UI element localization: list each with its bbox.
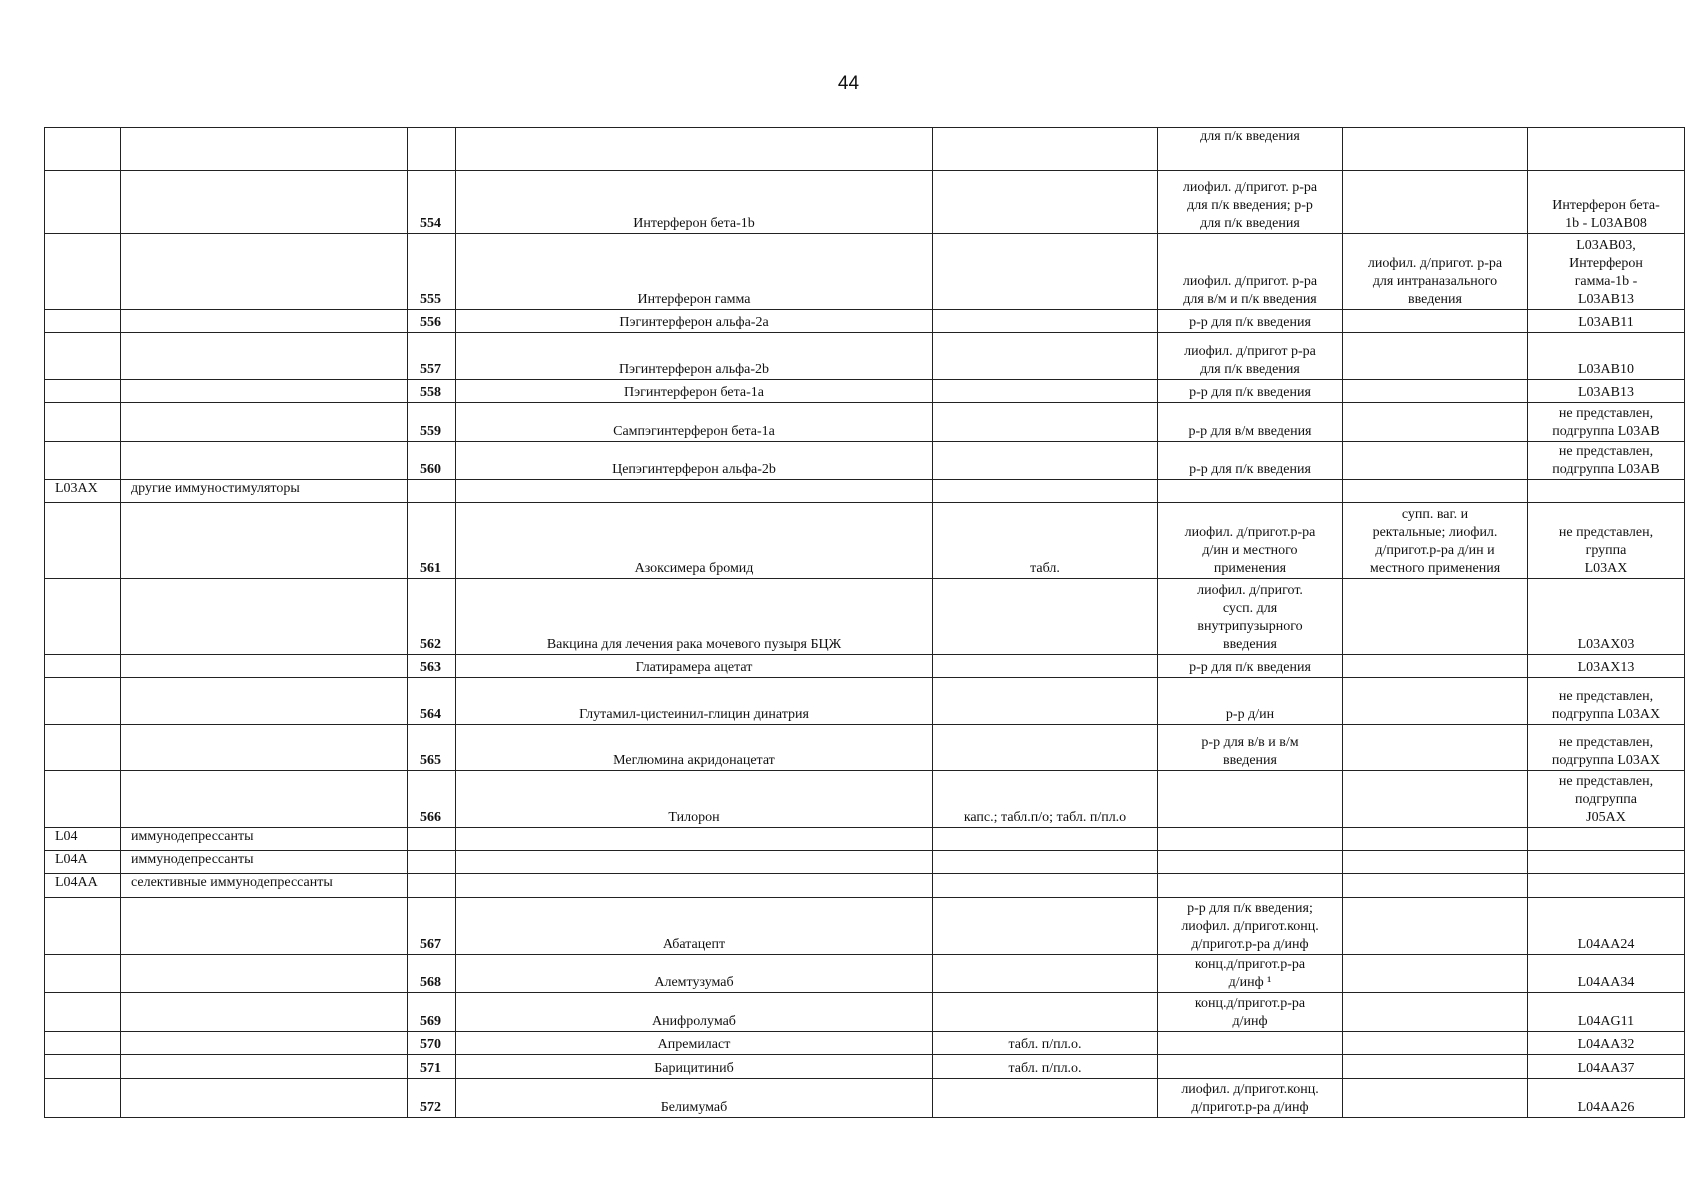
atc-group-code xyxy=(45,442,121,480)
other-forms xyxy=(1343,898,1528,955)
group-name xyxy=(121,503,408,579)
atc-code: L03AB10 xyxy=(1528,333,1685,380)
oral-forms xyxy=(933,234,1158,310)
atc-group-code xyxy=(45,898,121,955)
row-number: 563 xyxy=(408,655,456,678)
injection-forms xyxy=(1158,851,1343,874)
table-row xyxy=(45,333,1685,380)
other-forms xyxy=(1343,480,1528,503)
injection-forms xyxy=(1158,771,1343,828)
row-number: 567 xyxy=(408,898,456,955)
oral-forms xyxy=(933,874,1158,898)
table-row xyxy=(45,771,1685,828)
row-number: 562 xyxy=(408,579,456,655)
group-name xyxy=(121,1032,408,1055)
group-name xyxy=(121,442,408,480)
row-number: 555 xyxy=(408,234,456,310)
other-forms xyxy=(1343,1079,1528,1118)
atc-group-code xyxy=(45,1079,121,1118)
injection-forms xyxy=(1158,1032,1343,1055)
atc-group-code xyxy=(45,771,121,828)
row-number xyxy=(408,828,456,851)
injection-forms xyxy=(1158,828,1343,851)
other-forms xyxy=(1343,955,1528,993)
oral-forms: табл. xyxy=(933,503,1158,579)
atc-code xyxy=(1528,480,1685,503)
oral-forms xyxy=(933,333,1158,380)
group-name xyxy=(121,898,408,955)
table-row xyxy=(45,403,1685,442)
other-forms xyxy=(1343,380,1528,403)
group-name xyxy=(121,310,408,333)
atc-group-code xyxy=(45,234,121,310)
oral-forms xyxy=(933,655,1158,678)
oral-forms xyxy=(933,480,1158,503)
drug-name: Белимумаб xyxy=(456,1079,933,1118)
other-forms xyxy=(1343,1055,1528,1079)
drug-name xyxy=(456,828,933,851)
row-number: 571 xyxy=(408,1055,456,1079)
row-number: 569 xyxy=(408,993,456,1032)
drug-name: Барицитиниб xyxy=(456,1055,933,1079)
row-number: 564 xyxy=(408,678,456,725)
table-row xyxy=(45,128,1685,171)
other-forms xyxy=(1343,128,1528,171)
other-forms xyxy=(1343,874,1528,898)
table-row xyxy=(45,1055,1685,1079)
group-name xyxy=(121,171,408,234)
oral-forms: капс.; табл.п/о; табл. п/пл.о xyxy=(933,771,1158,828)
page-number: 44 xyxy=(837,73,860,94)
atc-group-code xyxy=(45,171,121,234)
atc-group-code: L04 xyxy=(45,828,121,851)
injection-forms: конц.д/пригот.р-ра д/инф ¹ xyxy=(1158,955,1343,993)
atc-code: L04AA34 xyxy=(1528,955,1685,993)
atc-code: L04AA37 xyxy=(1528,1055,1685,1079)
drug-name xyxy=(456,128,933,171)
drug-name: Тилорон xyxy=(456,771,933,828)
group-name xyxy=(121,678,408,725)
injection-forms: для п/к введения xyxy=(1158,128,1343,171)
drug-name: Азоксимера бромид xyxy=(456,503,933,579)
atc-group-code xyxy=(45,503,121,579)
other-forms xyxy=(1343,828,1528,851)
other-forms: лиофил. д/пригот. р-ра для интраназального введения xyxy=(1343,234,1528,310)
injection-forms: р-р для в/м введения xyxy=(1158,403,1343,442)
drug-name: Цепэгинтерферон альфа-2b xyxy=(456,442,933,480)
drug-name: Абатацепт xyxy=(456,898,933,955)
atc-code: не представлен, подгруппа L03AB xyxy=(1528,442,1685,480)
group-name xyxy=(121,380,408,403)
row-number: 565 xyxy=(408,725,456,771)
drug-name: Пэгинтерферон альфа-2a xyxy=(456,310,933,333)
other-forms xyxy=(1343,579,1528,655)
drug-name: Интерферон гамма xyxy=(456,234,933,310)
row-number: 558 xyxy=(408,380,456,403)
table-row xyxy=(45,828,1685,851)
oral-forms: табл. п/пл.о. xyxy=(933,1055,1158,1079)
oral-forms xyxy=(933,1079,1158,1118)
oral-forms xyxy=(933,128,1158,171)
row-number: 560 xyxy=(408,442,456,480)
table-row xyxy=(45,993,1685,1032)
drug-name: Вакцина для лечения рака мочевого пузыря БЦЖ xyxy=(456,579,933,655)
table-row xyxy=(45,725,1685,771)
oral-forms xyxy=(933,310,1158,333)
row-number: 557 xyxy=(408,333,456,380)
drug-name: Глатирамера ацетат xyxy=(456,655,933,678)
oral-forms xyxy=(933,579,1158,655)
atc-group-code xyxy=(45,955,121,993)
group-name xyxy=(121,333,408,380)
atc-code: L04AA24 xyxy=(1528,898,1685,955)
atc-group-code xyxy=(45,403,121,442)
table-row xyxy=(45,579,1685,655)
oral-forms xyxy=(933,725,1158,771)
atc-group-code xyxy=(45,1032,121,1055)
injection-forms xyxy=(1158,874,1343,898)
injection-forms xyxy=(1158,1055,1343,1079)
table-row xyxy=(45,171,1685,234)
other-forms xyxy=(1343,678,1528,725)
injection-forms: конц.д/пригот.р-ра д/инф xyxy=(1158,993,1343,1032)
table-row xyxy=(45,851,1685,874)
atc-code: не представлен, подгруппа L03AX xyxy=(1528,678,1685,725)
table-row xyxy=(45,1032,1685,1055)
drug-name: Алемтузумаб xyxy=(456,955,933,993)
drug-name: Пэгинтерферон бета-1a xyxy=(456,380,933,403)
group-name: иммунодепрессанты xyxy=(121,851,408,874)
oral-forms xyxy=(933,828,1158,851)
other-forms xyxy=(1343,655,1528,678)
drug-table xyxy=(44,127,1685,1118)
atc-group-code xyxy=(45,993,121,1032)
atc-group-code xyxy=(45,333,121,380)
oral-forms xyxy=(933,993,1158,1032)
drug-name: Анифролумаб xyxy=(456,993,933,1032)
group-name xyxy=(121,993,408,1032)
drug-name xyxy=(456,874,933,898)
atc-code: не представлен, подгруппа L03AB xyxy=(1528,403,1685,442)
other-forms: супп. ваг. и ректальные; лиофил. д/пригот.р-ра д/ин и местного применения xyxy=(1343,503,1528,579)
injection-forms: р-р для п/к введения; лиофил. д/пригот.конц. д/пригот.р-ра д/инф xyxy=(1158,898,1343,955)
drug-name: Меглюмина акридонацетат xyxy=(456,725,933,771)
atc-code xyxy=(1528,128,1685,171)
group-name xyxy=(121,725,408,771)
group-name xyxy=(121,579,408,655)
injection-forms: р-р для п/к введения xyxy=(1158,442,1343,480)
atc-code: L03AB13 xyxy=(1528,380,1685,403)
row-number xyxy=(408,128,456,171)
oral-forms: табл. п/пл.о. xyxy=(933,1032,1158,1055)
other-forms xyxy=(1343,993,1528,1032)
table-row xyxy=(45,678,1685,725)
group-name: иммунодепрессанты xyxy=(121,828,408,851)
atc-group-code xyxy=(45,725,121,771)
atc-code: L03AX13 xyxy=(1528,655,1685,678)
atc-code xyxy=(1528,851,1685,874)
group-name: другие иммуностимуляторы xyxy=(121,480,408,503)
drug-name: Апремиласт xyxy=(456,1032,933,1055)
atc-group-code xyxy=(45,380,121,403)
injection-forms: лиофил. д/пригот р-ра для п/к введения xyxy=(1158,333,1343,380)
row-number xyxy=(408,874,456,898)
group-name xyxy=(121,234,408,310)
row-number: 559 xyxy=(408,403,456,442)
atc-code: Интерферон бета- 1b - L03AB08 xyxy=(1528,171,1685,234)
atc-group-code xyxy=(45,655,121,678)
atc-code: не представлен, группа L03AX xyxy=(1528,503,1685,579)
table-row xyxy=(45,442,1685,480)
injection-forms: лиофил. д/пригот. сусп. для внутрипузырного введения xyxy=(1158,579,1343,655)
oral-forms xyxy=(933,403,1158,442)
atc-group-code xyxy=(45,579,121,655)
other-forms xyxy=(1343,851,1528,874)
other-forms xyxy=(1343,333,1528,380)
injection-forms: лиофил. д/пригот.конц. д/пригот.р-ра д/инф xyxy=(1158,1079,1343,1118)
table-row xyxy=(45,480,1685,503)
group-name: селективные иммунодепрессанты xyxy=(121,874,408,898)
drug-name xyxy=(456,851,933,874)
row-number xyxy=(408,480,456,503)
injection-forms: р-р для п/к введения xyxy=(1158,310,1343,333)
oral-forms xyxy=(933,171,1158,234)
other-forms xyxy=(1343,171,1528,234)
row-number: 572 xyxy=(408,1079,456,1118)
oral-forms xyxy=(933,380,1158,403)
oral-forms xyxy=(933,851,1158,874)
oral-forms xyxy=(933,898,1158,955)
atc-group-code: L03AX xyxy=(45,480,121,503)
row-number: 570 xyxy=(408,1032,456,1055)
drug-name xyxy=(456,480,933,503)
row-number: 568 xyxy=(408,955,456,993)
drug-name: Сампэгинтерферон бета-1a xyxy=(456,403,933,442)
atc-group-code xyxy=(45,310,121,333)
table-row xyxy=(45,898,1685,955)
atc-code: L04AA26 xyxy=(1528,1079,1685,1118)
table-row xyxy=(45,380,1685,403)
group-name xyxy=(121,1055,408,1079)
drug-name: Глутамил-цистеинил-глицин динатрия xyxy=(456,678,933,725)
atc-code xyxy=(1528,874,1685,898)
atc-group-code xyxy=(45,1055,121,1079)
row-number xyxy=(408,851,456,874)
injection-forms xyxy=(1158,480,1343,503)
atc-code: L03AX03 xyxy=(1528,579,1685,655)
row-number: 566 xyxy=(408,771,456,828)
group-name xyxy=(121,655,408,678)
group-name xyxy=(121,771,408,828)
atc-code: L04AG11 xyxy=(1528,993,1685,1032)
group-name xyxy=(121,128,408,171)
table-row xyxy=(45,955,1685,993)
injection-forms: лиофил. д/пригот. р-ра для п/к введения; р-р для п/к введения xyxy=(1158,171,1343,234)
row-number: 561 xyxy=(408,503,456,579)
atc-group-code xyxy=(45,128,121,171)
row-number: 556 xyxy=(408,310,456,333)
table-row xyxy=(45,874,1685,898)
group-name xyxy=(121,955,408,993)
injection-forms: лиофил. д/пригот. р-ра для в/м и п/к введения xyxy=(1158,234,1343,310)
other-forms xyxy=(1343,442,1528,480)
oral-forms xyxy=(933,955,1158,993)
atc-group-code: L04AA xyxy=(45,874,121,898)
injection-forms: р-р д/ин xyxy=(1158,678,1343,725)
table-row xyxy=(45,234,1685,310)
other-forms xyxy=(1343,403,1528,442)
other-forms xyxy=(1343,725,1528,771)
table-row xyxy=(45,503,1685,579)
atc-group-code: L04A xyxy=(45,851,121,874)
atc-code xyxy=(1528,828,1685,851)
other-forms xyxy=(1343,310,1528,333)
drug-name: Пэгинтерферон альфа-2b xyxy=(456,333,933,380)
atc-code: не представлен, подгруппа J05AX xyxy=(1528,771,1685,828)
table-row xyxy=(45,655,1685,678)
atc-code: не представлен, подгруппа L03AX xyxy=(1528,725,1685,771)
injection-forms: лиофил. д/пригот.р-ра д/ин и местного применения xyxy=(1158,503,1343,579)
group-name xyxy=(121,403,408,442)
drug-name: Интерферон бета-1b xyxy=(456,171,933,234)
atc-code: L04AA32 xyxy=(1528,1032,1685,1055)
table-row xyxy=(45,310,1685,333)
atc-group-code xyxy=(45,678,121,725)
other-forms xyxy=(1343,771,1528,828)
injection-forms: р-р для в/в и в/м введения xyxy=(1158,725,1343,771)
injection-forms: р-р для п/к введения xyxy=(1158,380,1343,403)
row-number: 554 xyxy=(408,171,456,234)
atc-code: L03AB03, Интерферон гамма-1b - L03AB13 xyxy=(1528,234,1685,310)
injection-forms: р-р для п/к введения xyxy=(1158,655,1343,678)
other-forms xyxy=(1343,1032,1528,1055)
oral-forms xyxy=(933,678,1158,725)
table-row xyxy=(45,1079,1685,1118)
atc-code: L03AB11 xyxy=(1528,310,1685,333)
group-name xyxy=(121,1079,408,1118)
oral-forms xyxy=(933,442,1158,480)
